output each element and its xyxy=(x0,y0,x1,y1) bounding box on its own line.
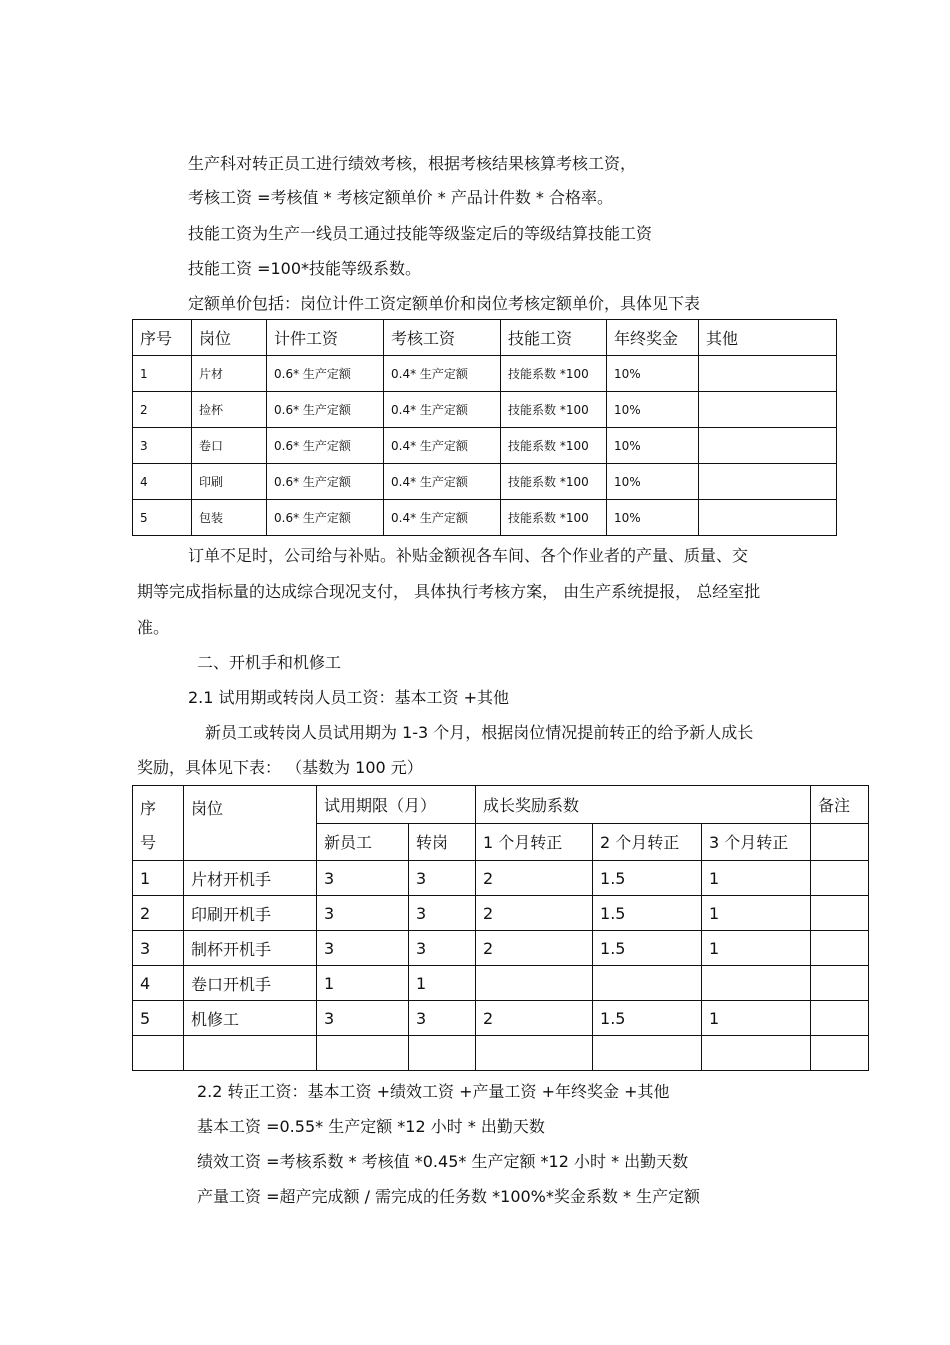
table-cell xyxy=(699,356,837,392)
table-cell: 1.5 xyxy=(593,931,702,966)
table-cell: 0.6* 生产定额 xyxy=(267,428,384,464)
table-row xyxy=(133,966,869,1001)
table-cell xyxy=(699,464,837,500)
table-row xyxy=(133,500,837,536)
table-cell xyxy=(702,966,811,1001)
header-no-part-2: 号 xyxy=(140,833,157,852)
intro-line-1: 生产科对转正员工进行绩效考核，根据考核结果核算考核工资， xyxy=(188,154,637,173)
table-cell xyxy=(699,392,837,428)
table-cell: 3 xyxy=(409,1001,476,1036)
table-cell: 0.6* 生产定额 xyxy=(267,464,384,500)
table-cell: 片材开机手 xyxy=(184,861,317,896)
table-cell xyxy=(811,1001,869,1036)
table-row xyxy=(133,356,837,392)
table-cell: 1 xyxy=(409,966,476,1001)
table-cell: 0.6* 生产定额 xyxy=(267,392,384,428)
table-cell: 10% xyxy=(607,500,699,536)
table-cell: 0.4* 生产定额 xyxy=(384,356,501,392)
header-cell: 序号 xyxy=(133,320,192,356)
table-row xyxy=(133,464,837,500)
table-header-row xyxy=(133,786,869,824)
table-row xyxy=(133,861,869,896)
base-salary-formula: 基本工资 =0.55* 生产定额 *12 小时 * 出勤天数 xyxy=(197,1117,545,1136)
table-row xyxy=(133,1001,869,1036)
header-cell: 技能工资 xyxy=(501,320,607,356)
table-cell: 2 xyxy=(476,1001,593,1036)
section-2-1-heading: 2.1 试用期或转岗人员工资：基本工资 +其他 xyxy=(188,688,510,707)
table-cell: 0.4* 生产定额 xyxy=(384,500,501,536)
table-cell: 卷口 xyxy=(192,428,267,464)
intro-line-2: 考核工资 =考核值 * 考核定额单价 * 产品计件数 * 合格率。 xyxy=(188,188,614,207)
table-cell: 0.6* 生产定额 xyxy=(267,500,384,536)
table-cell: 1.5 xyxy=(593,1001,702,1036)
table-cell: 技能系数 *100 xyxy=(501,500,607,536)
table-cell xyxy=(409,1036,476,1071)
subheader-cell: 3 个月转正 xyxy=(702,823,811,861)
table-cell: 3 xyxy=(133,931,184,966)
table-cell xyxy=(811,896,869,931)
table-cell: 1 xyxy=(702,931,811,966)
table-cell: 1 xyxy=(702,861,811,896)
table-cell: 2 xyxy=(476,896,593,931)
table-cell: 捡杯 xyxy=(192,392,267,428)
table-cell: 0.6* 生产定额 xyxy=(267,356,384,392)
table-cell: 片材 xyxy=(192,356,267,392)
table-row xyxy=(133,428,837,464)
table-row xyxy=(133,896,869,931)
table-cell: 0.4* 生产定额 xyxy=(384,392,501,428)
table-cell: 3 xyxy=(317,1001,409,1036)
quota-price-table xyxy=(132,319,837,536)
header-cell-trial: 试用期限（月） xyxy=(317,786,476,824)
table-cell: 2 xyxy=(476,861,593,896)
trial-reward-table xyxy=(132,785,869,1071)
section-2-2-heading: 2.2 转正工资：基本工资 +绩效工资 +产量工资 +年终奖金 +其他 xyxy=(197,1082,670,1101)
table-cell xyxy=(699,428,837,464)
table-header-row xyxy=(133,320,837,356)
table-row xyxy=(133,392,837,428)
output-salary-formula: 产量工资 =超产完成额 / 需完成的任务数 *100%*奖金系数 * 生产定额 xyxy=(197,1187,701,1206)
table-row xyxy=(133,931,869,966)
header-cell-note: 备注 xyxy=(811,786,869,824)
table-cell xyxy=(317,1036,409,1071)
intro-line-3: 技能工资为生产一线员工通过技能等级鉴定后的等级结算技能工资 xyxy=(188,224,653,243)
table-cell: 10% xyxy=(607,464,699,500)
table-cell xyxy=(133,1036,184,1071)
subheader-cell: 1 个月转正 xyxy=(476,823,593,861)
intro-line-4: 技能工资 =100*技能等级系数。 xyxy=(188,259,422,278)
table-cell: 0.4* 生产定额 xyxy=(384,428,501,464)
table-cell: 印刷 xyxy=(192,464,267,500)
table-cell xyxy=(699,500,837,536)
table-cell xyxy=(702,1036,811,1071)
table-cell: 技能系数 *100 xyxy=(501,464,607,500)
table-cell: 机修工 xyxy=(184,1001,317,1036)
table-cell: 制杯开机手 xyxy=(184,931,317,966)
table-cell: 10% xyxy=(607,428,699,464)
subheader-cell: 新员工 xyxy=(317,823,409,861)
header-cell: 考核工资 xyxy=(384,320,501,356)
table-cell: 包装 xyxy=(192,500,267,536)
subsidy-line-3: 准。 xyxy=(137,618,170,637)
table-cell: 1 xyxy=(317,966,409,1001)
table-cell: 1 xyxy=(133,861,184,896)
table-cell: 3 xyxy=(133,428,192,464)
table-cell: 3 xyxy=(409,861,476,896)
header-cell-no xyxy=(133,786,184,861)
table-cell xyxy=(476,966,593,1001)
table-cell: 1.5 xyxy=(593,861,702,896)
header-cell-post: 岗位 xyxy=(184,786,317,861)
header-cell: 年终奖金 xyxy=(607,320,699,356)
table-cell: 2 xyxy=(476,931,593,966)
subsidy-line-2: 期等完成指标量的达成综合现况支付， 具体执行考核方案， 由生产系统提报， 总经室批 xyxy=(137,582,761,601)
table-cell: 1 xyxy=(702,1001,811,1036)
table-cell: 3 xyxy=(409,931,476,966)
subheader-cell-note xyxy=(811,823,869,861)
subheader-cell: 2 个月转正 xyxy=(593,823,702,861)
header-no-part-1: 序 xyxy=(140,799,157,818)
table-cell: 技能系数 *100 xyxy=(501,356,607,392)
table-cell xyxy=(184,1036,317,1071)
section-2-title: 二、开机手和机修工 xyxy=(197,653,342,672)
table-cell: 3 xyxy=(409,896,476,931)
header-cell: 岗位 xyxy=(192,320,267,356)
table-cell: 技能系数 *100 xyxy=(501,392,607,428)
table-cell: 1.5 xyxy=(593,896,702,931)
table-cell: 3 xyxy=(317,931,409,966)
table-cell: 5 xyxy=(133,1001,184,1036)
header-cell: 计件工资 xyxy=(267,320,384,356)
table-cell: 卷口开机手 xyxy=(184,966,317,1001)
table-cell: 0.4* 生产定额 xyxy=(384,464,501,500)
header-cell-growth: 成长奖励系数 xyxy=(476,786,811,824)
table-cell xyxy=(593,1036,702,1071)
table-cell: 2 xyxy=(133,392,192,428)
table-cell: 3 xyxy=(317,861,409,896)
table-cell: 10% xyxy=(607,356,699,392)
table-cell: 1 xyxy=(133,356,192,392)
table-cell: 1 xyxy=(702,896,811,931)
table-cell xyxy=(476,1036,593,1071)
table-cell: 5 xyxy=(133,500,192,536)
table-cell xyxy=(811,861,869,896)
table-row-empty xyxy=(133,1036,869,1071)
performance-salary-formula: 绩效工资 =考核系数 * 考核值 *0.45* 生产定额 *12 小时 * 出勤天数 xyxy=(197,1152,689,1171)
trial-line-2: 奖励，具体见下表： （基数为 100 元） xyxy=(137,758,423,777)
table-cell xyxy=(811,931,869,966)
intro-line-5: 定额单价包括：岗位计件工资定额单价和岗位考核定额单价，具体见下表 xyxy=(188,294,701,313)
subheader-cell: 转岗 xyxy=(409,823,476,861)
subsidy-line-1: 订单不足时，公司给与补贴。补贴金额视各车间、各个作业者的产量、质量、交 xyxy=(188,546,749,565)
table-cell xyxy=(811,1036,869,1071)
table-cell: 技能系数 *100 xyxy=(501,428,607,464)
table-cell: 印刷开机手 xyxy=(184,896,317,931)
table-cell: 4 xyxy=(133,966,184,1001)
table-cell xyxy=(811,966,869,1001)
header-cell: 其他 xyxy=(699,320,837,356)
table-cell xyxy=(593,966,702,1001)
table-cell: 3 xyxy=(317,896,409,931)
table-cell: 2 xyxy=(133,896,184,931)
table-cell: 10% xyxy=(607,392,699,428)
trial-line-1: 新员工或转岗人员试用期为 1-3 个月，根据岗位情况提前转正的给予新人成长 xyxy=(205,723,754,742)
table-cell: 4 xyxy=(133,464,192,500)
